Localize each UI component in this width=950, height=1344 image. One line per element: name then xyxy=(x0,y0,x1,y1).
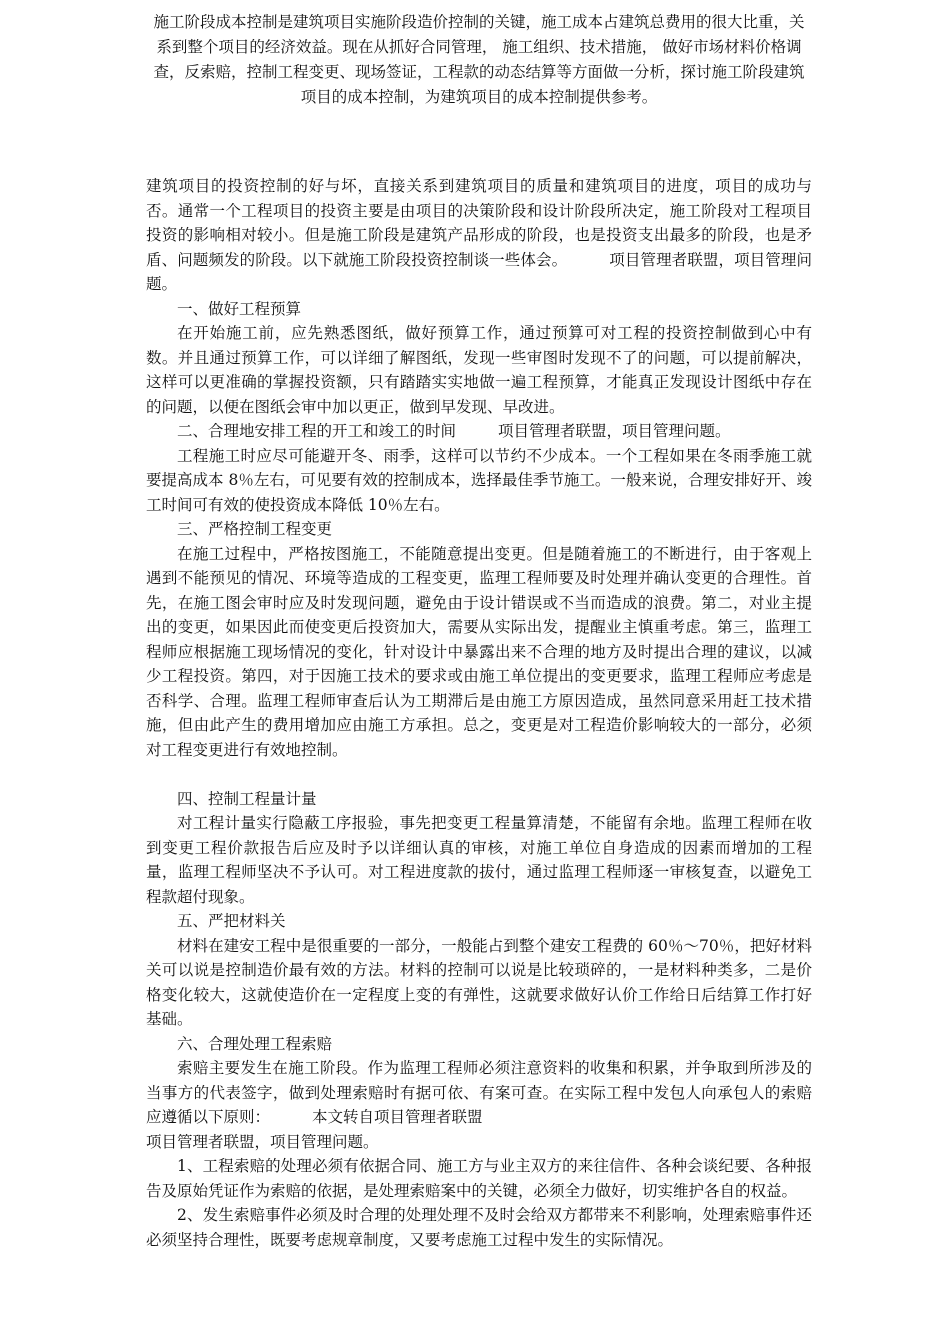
section-3-text: 在施工过程中，严格按图施工，不能随意提出变更。但是随着施工的不断进行，由于客观上遇到不能预见的情况、环境等造成的工程变更，监理工程师要及时处理并确认变更的合理性。首先，在施工图会审时应及时发现问题，避免由于设计错误或不当而造成的浪费。第二，对业主提出的变更，如果因此而使变更后投资加大，需要从实际出发，提醒业主慎重考虑。第三，监理工程师应根据施工现场情况的变化，针对设计中暴露出来不合理的地方及时提出合理的建议，以减少工程投资。第四，对于因施工技术的要求或由施工单位提出的变更要求，监理工程师应考虑是否科学、合理。监理工程师审查后认为工期滞后是由施工方原因造成，虽然同意采用赶工技术措施，但由此产生的费用增加应由施工方承担。总之，变更是对工程造价影响较大的一部分，必须对工程变更进行有效地控制。 xyxy=(146,544,812,759)
section-6-source: 本文转自项目管理者联盟 xyxy=(312,1108,483,1126)
document-body xyxy=(146,174,812,1252)
section-2-tail: 项目管理者联盟，项目管理问题。 xyxy=(498,422,731,440)
section-4-text: 对工程计量实行隐蔽工序报验，事先把变更工程量算清楚，不能留有余地。监理工程师在收到变更工程价款报告后应及时予以详细认真的审核，对施工单位自身造成的因素而增加的工程量，监理工程师坚决不予认可。对工程进度款的拔付，通过监理工程师逐一审核复查，以避免工程款超付现象。 xyxy=(146,814,812,906)
section-6-item-2: 2、发生索赔事件必须及时合理的处理处理不及时会给双方都带来不利影响，处理索赔事件还必须坚持合理性，既要考虑规章制度，又要考虑施工过程中发生的实际情况。 xyxy=(146,1206,812,1249)
section-6-item-1: 1、工程索赔的处理必须有依据合同、施工方与业主双方的来往信件、各种会谈纪要、各种报告及原始凭证作为索赔的依据，是处理索赔案中的关键，必须全力做好，切实维护各自的权益。 xyxy=(146,1157,812,1200)
section-1-heading: 一、做好工程预算 xyxy=(177,299,302,318)
section-6-text-line xyxy=(146,1056,812,1130)
section-2-text: 工程施工时应尽可能避开冬、雨季，这样可以节约不少成本。一个工程如果在冬雨季施工就要提高成本 8％左右，可见要有效的控制成本，选择最佳季节施工。一般来说，合理安排好开、竣工时间可有效的使投资成本降低 10％左右。 xyxy=(146,446,812,514)
intro-text: 建筑项目的投资控制的好与坏，直接关系到建筑项目的质量和建筑项目的进度，项目的成功与否。通常一个工程项目的投资主要是由项目的决策阶段和设计阶段所决定，施工阶段对工程项目投资的影响相对较小。但是施工阶段是建筑产品形成的阶段，也是投资支出最多的阶段，也是矛盾、问题频发的阶段。以下就施工阶段投资控制谈一些体会。 xyxy=(146,177,812,269)
intro-paragraph xyxy=(146,174,812,297)
section-4-heading: 四、控制工程量计量 xyxy=(177,789,317,808)
intro-tail: 项目管理者联盟，项目管理问题。 xyxy=(146,250,812,293)
section-6-heading: 六、合理处理工程索赔 xyxy=(177,1034,333,1053)
section-5-text: 材料在建安工程中是很重要的一部分，一般能占到整个建安工程费的 60％～70％，把好材料关可以说是控制造价最有效的方法。材料的控制可以说是比较琐碎的，一是材料种类多，二是价格变化较大，这就使造价在一定程度上变的有弹性，这就要求做好认价工作给日后结算工作打好基础。 xyxy=(146,936,812,1028)
section-2-heading-line xyxy=(146,419,812,444)
abstract-paragraph: 施工阶段成本控制是建筑项目实施阶段造价控制的关键，施工成本占建筑总费用的很大比重，关系到整个项目的经济效益。现在从抓好合同管理， 施工组织、技术措施， 做好市场材料价格调查，反索赔，控制工程变更、现场签证，工程款的动态结算等方面做一分析，探讨施工阶段建筑项目的成本控制，为建筑项目的成本控制提供参考。 xyxy=(153,13,805,106)
section-6-tail: 项目管理者联盟，项目管理问题。 xyxy=(146,1132,379,1151)
section-6-text: 索赔主要发生在施工阶段。作为监理工程师必须注意资料的收集和积累，并争取到所涉及的当事方的代表签字，做到处理索赔时有据可依、有案可查。在实际工程中发包人向承包人的索赔应遵循以下原则： xyxy=(146,1059,812,1126)
section-2-heading: 二、合理地安排工程的开工和竣工的时间 xyxy=(177,422,457,440)
section-1-text: 在开始施工前，应先熟悉图纸，做好预算工作，通过预算可对工程的投资控制做到心中有数。并且通过预算工作，可以详细了解图纸，发现一些审图时发现不了的问题，可以提前解决，这样可以更准确的掌握投资额，只有踏踏实实地做一遍工程预算，才能真正发现设计图纸中存在的问题，以便在图纸会审中加以更正，做到早发现、早改进。 xyxy=(146,324,812,416)
section-5-heading: 五、严把材料关 xyxy=(177,912,286,930)
section-3-heading: 三、严格控制工程变更 xyxy=(177,520,333,538)
